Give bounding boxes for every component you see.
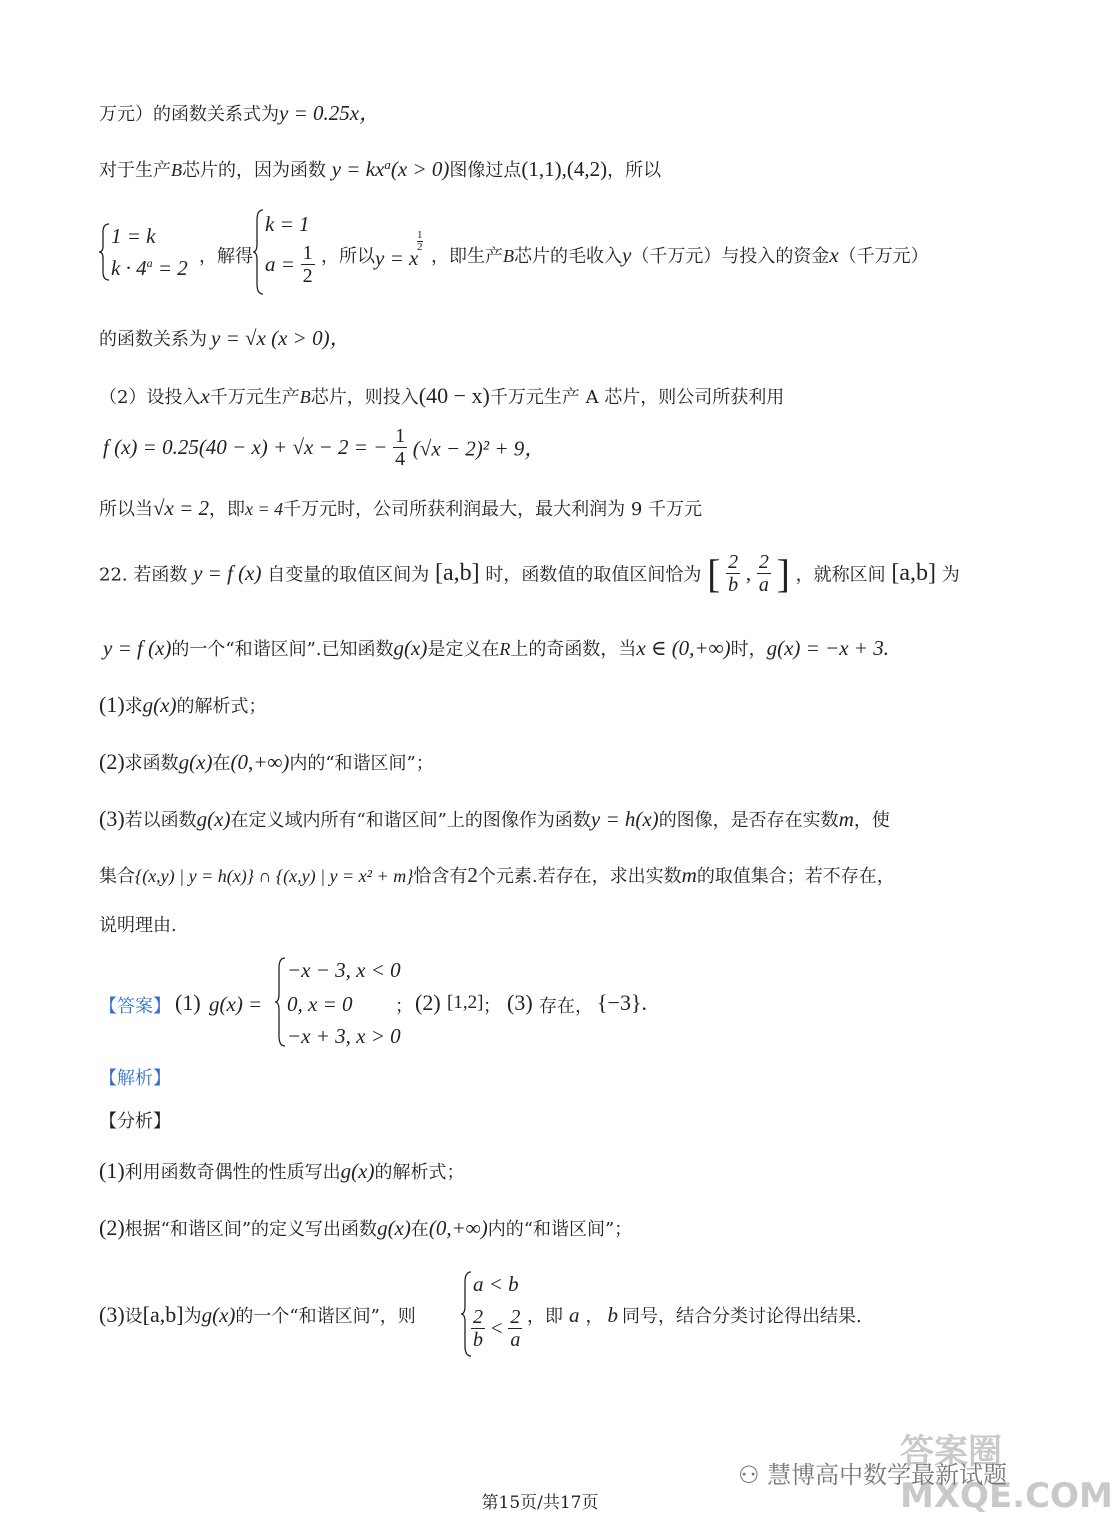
text-line	[99, 1160, 464, 1182]
formula: y = h(x)	[590, 807, 659, 831]
text: 求	[124, 696, 143, 717]
text: ，就称区间	[795, 564, 886, 586]
eq-part: a =	[265, 252, 295, 276]
text-line	[103, 638, 889, 659]
text: ，解得	[199, 246, 253, 267]
text: 为	[183, 1306, 202, 1327]
text: ，使	[853, 810, 890, 831]
text: 存在，	[539, 996, 593, 1017]
formula: (√x − 2)² + 9，	[412, 436, 546, 461]
num: 2	[758, 551, 769, 573]
text: 的解析式；	[176, 696, 267, 717]
sup: a	[384, 157, 391, 172]
text-run	[99, 1302, 416, 1328]
text-run	[431, 242, 929, 268]
answer-block	[99, 950, 999, 1050]
den: b	[473, 1329, 483, 1351]
text: 千万元时，公司所获利润最大，最大利润为 9 千万元	[283, 499, 703, 520]
bracket-close: ]	[776, 551, 790, 596]
var: m	[838, 807, 854, 831]
brace-icon	[275, 956, 287, 1048]
inequality	[471, 1306, 522, 1351]
index: (1)	[99, 692, 125, 717]
text: 时，函数值的取值区间恰为	[485, 564, 702, 586]
text: 的函数关系为	[99, 329, 207, 350]
fraction	[471, 1306, 485, 1351]
formula: x = 4	[245, 499, 284, 519]
num: 2	[510, 1306, 521, 1328]
formula: y = kx	[331, 157, 385, 181]
equation: k = 1	[265, 212, 310, 236]
text-run	[527, 1302, 862, 1328]
formula: g(x) =	[209, 992, 263, 1016]
num: 2	[728, 551, 739, 573]
question-22	[99, 550, 960, 606]
text: 同号，结合分类讨论得出结果.	[622, 1306, 862, 1327]
text-line	[99, 385, 784, 407]
watermark-stamp: 答案圈 MXQE.COM	[900, 1432, 1113, 1517]
text: 芯片，则投入	[310, 387, 419, 408]
text-line	[99, 751, 434, 773]
text: 是定义在	[427, 639, 500, 660]
text-line	[99, 1217, 632, 1239]
formula-line	[103, 425, 545, 481]
formula: [a,b]	[891, 560, 937, 586]
fraction	[301, 242, 315, 287]
lt: <	[490, 1316, 503, 1340]
var: a	[569, 1303, 580, 1327]
text: 个元素.若存在，求出实数	[477, 866, 682, 887]
formula: [1,2]	[447, 992, 484, 1013]
formula: (40 − x)	[418, 383, 490, 408]
text: ，	[585, 1306, 604, 1327]
analysis-subtag: 【分析】	[99, 1111, 171, 1132]
text: 求函数	[124, 753, 179, 774]
text: ，所以	[321, 246, 375, 267]
index: (3)	[99, 806, 125, 831]
formula: g(x) = −x + 3.	[766, 636, 889, 660]
formula: f (x) = 0.25(40 − x) + √x − 2 = −	[103, 435, 388, 459]
bracket-open: [	[707, 551, 721, 596]
index: (3)	[507, 990, 533, 1015]
formula: [a,b]	[434, 560, 480, 586]
text: 芯片的，因为函数	[182, 160, 326, 181]
text: 利用函数奇偶性的性质写出	[124, 1162, 341, 1183]
index: (2)	[99, 749, 125, 774]
text: 的一个“和谐区间”.已知函数	[171, 639, 394, 660]
equation	[265, 242, 315, 287]
comma: ,	[745, 561, 752, 585]
formula: g(x)	[340, 1159, 375, 1183]
den: b	[728, 574, 739, 596]
formula: (x > 0)	[390, 157, 450, 181]
formula: (0,+∞)	[428, 1216, 488, 1240]
formula: g(x)	[196, 807, 231, 831]
exponent-fraction	[417, 230, 423, 253]
text-line	[99, 498, 702, 519]
index: (2)	[99, 1215, 125, 1240]
text: 在	[410, 1219, 429, 1240]
text: 内的“和谐区间”；	[487, 1219, 633, 1240]
text: （千万元）	[838, 246, 929, 267]
text: 在	[212, 753, 231, 774]
var: x	[829, 243, 839, 267]
brace-icon	[253, 208, 265, 296]
var: b	[607, 1303, 618, 1327]
text: （2）设投入	[99, 387, 201, 408]
fraction	[726, 551, 740, 596]
case: 0, x = 0	[287, 992, 353, 1016]
text: （千万元）与投入的资金	[631, 246, 830, 267]
formula: g(x)	[142, 693, 177, 717]
formula: g(x)	[393, 636, 428, 660]
text: 自变量的取值区间为	[267, 564, 430, 586]
fraction	[757, 551, 771, 596]
text-line	[99, 103, 380, 124]
index: (2)	[415, 990, 441, 1015]
formula: y = √x (x > 0)，	[211, 326, 351, 350]
eq-part: = 2	[152, 256, 188, 280]
text: 的取值集合；若不存在，	[696, 866, 895, 887]
formula: y = 0.25x，	[279, 101, 381, 125]
text: 的一个“和谐区间”，则	[235, 1306, 416, 1327]
equation: 1 = k	[111, 224, 156, 248]
var: m	[681, 863, 697, 887]
den: a	[758, 574, 769, 596]
formula: √x = 2	[153, 496, 210, 520]
formula: g(x)	[201, 1303, 236, 1327]
text: 芯片的毛收入	[514, 246, 622, 267]
text: ，即	[527, 1306, 563, 1327]
formula: {(x,y) | y = h(x)} ∩ {(x,y) | y = x² + m}	[135, 866, 414, 886]
formula: y = f (x)	[193, 561, 262, 585]
text-line	[99, 865, 895, 886]
eq-part: k · 4	[111, 256, 147, 280]
formula: y = f (x)	[103, 636, 172, 660]
text: 时，	[730, 639, 767, 660]
num: 2	[473, 1306, 483, 1328]
text: 集合	[99, 866, 135, 887]
text: 若以函数	[124, 810, 197, 831]
answer-tag: 【答案】	[99, 996, 171, 1017]
text: 万元）的函数关系式为	[99, 104, 279, 125]
watermark-text	[738, 1455, 1007, 1490]
den: a	[510, 1329, 521, 1351]
inequality: a < b	[473, 1272, 519, 1296]
text: ；	[395, 996, 413, 1017]
text-line	[99, 158, 661, 180]
text: 上的奇函数，当	[510, 639, 637, 660]
system-line	[99, 212, 999, 298]
text: 的解析式；	[374, 1162, 465, 1183]
page-number: 第15页/共17页	[481, 1493, 599, 1513]
text: 根据“和谐区间”的定义写出函数	[124, 1219, 378, 1240]
index: (3)	[99, 1302, 125, 1327]
formula: g(x)	[377, 1216, 411, 1240]
analysis-tag: 【解析】	[99, 1068, 171, 1089]
watermark-label: 慧博高中数学最新试题	[767, 1461, 1008, 1489]
text: 内的“和谐区间”；	[289, 753, 434, 774]
text: 的图像，是否存在实数	[658, 810, 839, 831]
formula: (0,+∞)	[230, 750, 290, 774]
text: 恰含有	[413, 866, 468, 887]
fraction	[508, 1306, 522, 1351]
case: −x − 3, x < 0	[287, 958, 401, 982]
num: 1	[302, 242, 313, 264]
text: 对于生产	[99, 160, 171, 181]
num: 1	[417, 229, 423, 241]
var: R	[499, 639, 511, 659]
sup: a	[146, 256, 153, 270]
text-line	[99, 694, 266, 716]
eq-part: y = x	[375, 246, 419, 270]
number: 2	[467, 863, 478, 887]
text: 千万元生产	[209, 387, 300, 408]
index: (1)	[175, 990, 201, 1015]
text: ，即生产	[431, 246, 503, 267]
den: 2	[417, 241, 423, 253]
formula: g(x)	[178, 750, 213, 774]
text: 在定义域内所有“和谐区间”上的图像作为函数	[230, 810, 591, 831]
formula: x ∈ (0,+∞)	[636, 636, 731, 660]
text: 所以当	[99, 499, 153, 520]
equation	[111, 256, 188, 281]
text: ，即	[209, 499, 246, 520]
var: B	[299, 387, 311, 407]
fraction	[393, 425, 407, 470]
text-line: 说明理由.	[99, 915, 177, 936]
index: (1)	[99, 1158, 125, 1183]
text: 千万元生产 A 芯片，则公司所获利用	[489, 387, 785, 408]
den: 4	[395, 448, 406, 470]
text-line	[99, 808, 890, 830]
formula: (1,1),(4,2)	[521, 157, 608, 181]
text: 22. 若函数	[99, 564, 188, 586]
den: 2	[302, 265, 313, 287]
text-line	[99, 328, 351, 349]
case: −x + 3, x > 0	[287, 1024, 401, 1048]
var: B	[503, 246, 514, 266]
text: 为	[941, 564, 960, 586]
var: y	[622, 243, 632, 267]
formula: [a,b]	[142, 1302, 184, 1327]
var: x	[200, 384, 210, 408]
var: B	[171, 160, 182, 180]
num: 1	[395, 425, 406, 447]
analysis-3	[99, 1268, 999, 1360]
text: ，所以	[607, 160, 662, 181]
text: ；	[483, 996, 501, 1017]
brace-icon	[99, 222, 111, 282]
text: 图像过点	[449, 160, 522, 181]
text: 设	[124, 1306, 143, 1327]
formula	[375, 246, 418, 271]
formula: {−3}.	[597, 990, 648, 1015]
wechat-icon: ⚇	[738, 1461, 760, 1489]
